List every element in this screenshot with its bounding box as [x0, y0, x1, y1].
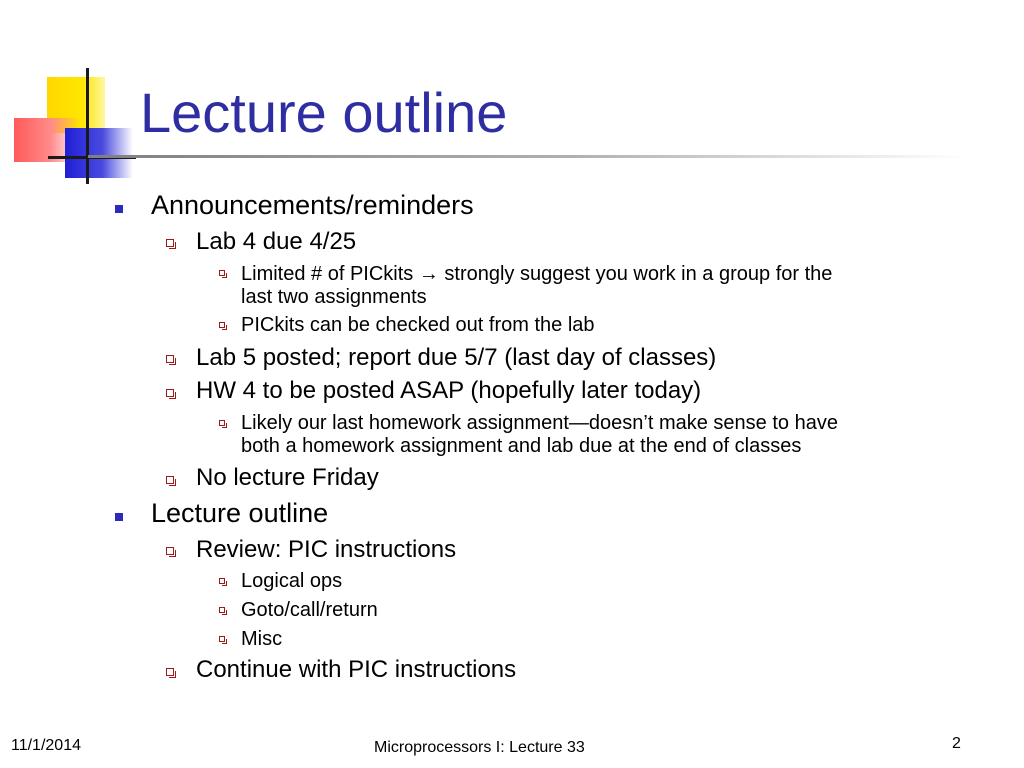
- bullet-lecture-outline: Lecture outline: [151, 498, 329, 528]
- box-bullet-icon: [166, 547, 174, 555]
- small-box-bullet-icon: [219, 636, 225, 642]
- square-bullet-icon: [115, 205, 123, 213]
- small-box-bullet-icon: [219, 322, 225, 328]
- bullet-likely-line2: both a homework assignment and lab due at the end of classes: [241, 435, 802, 457]
- bullet-logical-ops: Logical ops: [241, 570, 343, 592]
- bullet-pickits-checkout: PICkits can be checked out from the lab: [241, 314, 595, 336]
- box-bullet-icon: [166, 239, 174, 247]
- bullet-hw4: HW 4 to be posted ASAP (hopefully later today): [196, 377, 702, 404]
- small-box-bullet-icon: [219, 578, 225, 584]
- footer-course: Microprocessors I: Lecture 33: [374, 739, 585, 756]
- box-bullet-icon: [166, 476, 174, 484]
- small-box-bullet-icon: [219, 420, 225, 426]
- bullet-announcements: Announcements/reminders: [151, 190, 474, 220]
- box-bullet-icon: [166, 355, 174, 363]
- box-bullet-icon: [166, 389, 174, 397]
- box-bullet-icon: [166, 668, 174, 676]
- bullet-no-lecture: No lecture Friday: [196, 464, 379, 491]
- square-bullet-icon: [115, 513, 123, 521]
- small-box-bullet-icon: [219, 270, 225, 276]
- slide-title: Lecture outline: [140, 81, 508, 144]
- bullet-lab4: Lab 4 due 4/25: [196, 228, 357, 255]
- bullet-misc: Misc: [241, 628, 283, 650]
- footer-page-number: 2: [952, 735, 961, 752]
- bullet-likely-line1: Likely our last homework assignment—doesn’t make sense to have: [241, 412, 838, 434]
- small-box-bullet-icon: [219, 607, 225, 613]
- bullet-goto-call-return: Goto/call/return: [241, 599, 378, 621]
- bullet-limited-pickits-line2: last two assignments: [241, 286, 427, 308]
- bullet-limited-pickits-line1: Limited # of PICkits → strongly suggest you work in a group for the: [241, 263, 833, 285]
- footer-date: 11/1/2014: [11, 737, 81, 754]
- bullet-review-pic: Review: PIC instructions: [196, 536, 457, 563]
- bullet-lab5: Lab 5 posted; report due 5/7 (last day of classes): [196, 344, 717, 371]
- bullet-continue-pic: Continue with PIC instructions: [196, 656, 517, 683]
